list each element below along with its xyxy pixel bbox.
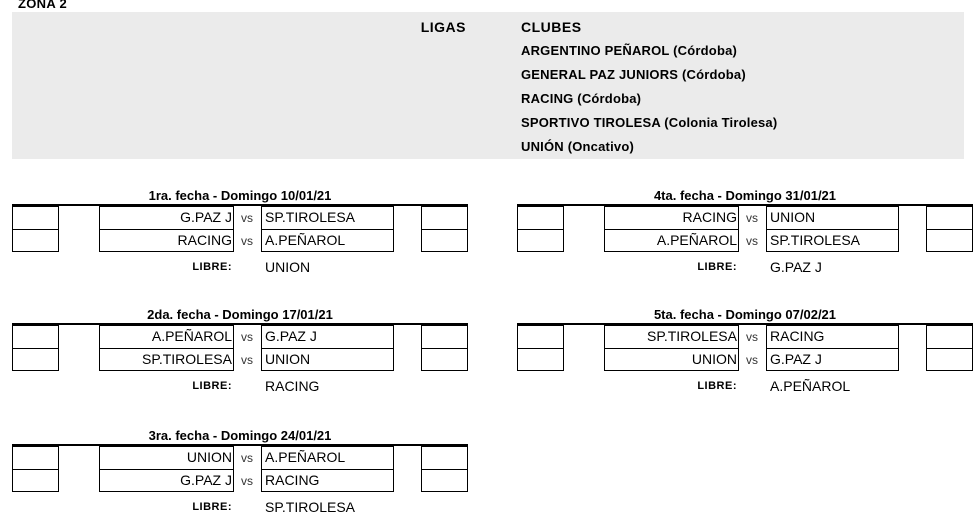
home-team: A.PEÑAROL: [151, 328, 232, 344]
libre-team: UNION: [265, 259, 311, 275]
score-box-left: [517, 325, 564, 349]
vs-label: vs: [746, 330, 758, 344]
away-team: UNION: [265, 351, 311, 367]
vs-label: vs: [746, 353, 758, 367]
away-team: G.PAZ J: [770, 351, 822, 367]
vs-label: vs: [241, 451, 253, 465]
leagues-table: [12, 12, 964, 159]
club-cell: GENERAL PAZ JUNIORS (Córdoba): [521, 67, 746, 82]
score-box-left: [517, 348, 564, 371]
zone-title: ZONA 2: [18, 0, 67, 11]
divider: [517, 323, 973, 325]
score-box-right: [926, 325, 973, 349]
score-box-right: [926, 229, 973, 252]
fixture-block: [517, 188, 973, 288]
fixture-block: [12, 188, 468, 288]
vs-label: vs: [241, 353, 253, 367]
score-box-left: [12, 229, 59, 252]
fixture-title: 1ra. fecha - Domingo 10/01/21: [148, 188, 332, 203]
fixture-block: [12, 428, 468, 528]
club-cell: SPORTIVO TIROLESA (Colonia Tirolesa): [521, 115, 778, 130]
away-team: A.PEÑAROL: [265, 232, 346, 248]
score-box-left: [12, 348, 59, 371]
away-team: A.PEÑAROL: [265, 449, 346, 465]
score-box-right: [421, 446, 468, 470]
home-team: SP.TIROLESA: [646, 328, 737, 344]
score-box-right: [421, 469, 468, 492]
away-team: UNION: [770, 209, 816, 225]
home-team: A.PEÑAROL: [656, 232, 737, 248]
vs-label: vs: [241, 330, 253, 344]
libre-team: G.PAZ J: [770, 259, 822, 275]
vs-label: vs: [746, 211, 758, 225]
vs-label: vs: [241, 211, 253, 225]
fixture-title: 5ta. fecha - Domingo 07/02/21: [653, 307, 837, 322]
club-cell: UNIÓN (Oncativo): [521, 139, 634, 154]
away-team: SP.TIROLESA: [770, 232, 861, 248]
home-team: RACING: [177, 232, 232, 248]
score-box-right: [421, 229, 468, 252]
score-box-left: [517, 229, 564, 252]
home-team: UNION: [186, 449, 232, 465]
ligas-header: LIGAS: [420, 19, 466, 35]
libre-label: LIBRE:: [192, 501, 232, 513]
libre-label: LIBRE:: [697, 261, 737, 273]
fixture-title: 3ra. fecha - Domingo 24/01/21: [148, 428, 332, 443]
score-box-left: [517, 206, 564, 230]
score-box-left: [12, 469, 59, 492]
away-team: RACING: [770, 328, 825, 344]
home-team: UNION: [691, 351, 737, 367]
fixture-title: 4ta. fecha - Domingo 31/01/21: [653, 188, 837, 203]
home-team: RACING: [682, 209, 737, 225]
clubes-header: CLUBES: [521, 19, 582, 35]
score-box-right: [421, 206, 468, 230]
club-cell: ARGENTINO PEÑAROL (Córdoba): [521, 43, 738, 58]
score-box-left: [12, 325, 59, 349]
away-team: SP.TIROLESA: [265, 209, 356, 225]
score-box-right: [421, 325, 468, 349]
score-box-right: [926, 206, 973, 230]
fixture-block: [12, 307, 468, 407]
libre-label: LIBRE:: [697, 380, 737, 392]
divider: [12, 204, 468, 206]
vs-label: vs: [746, 234, 758, 248]
score-box-left: [12, 446, 59, 470]
vs-label: vs: [241, 474, 253, 488]
libre-label: LIBRE:: [192, 380, 232, 392]
divider: [12, 444, 468, 446]
home-team: G.PAZ J: [180, 209, 232, 225]
fixture-title: 2da. fecha - Domingo 17/01/21: [147, 307, 333, 322]
club-cell: RACING (Córdoba): [521, 91, 642, 106]
libre-team: SP.TIROLESA: [265, 499, 356, 515]
score-box-right: [926, 348, 973, 371]
score-box-left: [12, 206, 59, 230]
away-team: G.PAZ J: [265, 328, 317, 344]
libre-team: A.PEÑAROL: [770, 378, 851, 394]
away-team: RACING: [265, 472, 320, 488]
home-team: G.PAZ J: [180, 472, 232, 488]
vs-label: vs: [241, 234, 253, 248]
divider: [517, 204, 973, 206]
fixture-block: [517, 307, 973, 407]
libre-label: LIBRE:: [192, 261, 232, 273]
home-team: SP.TIROLESA: [141, 351, 232, 367]
divider: [12, 323, 468, 325]
libre-team: RACING: [265, 378, 320, 394]
score-box-right: [421, 348, 468, 371]
